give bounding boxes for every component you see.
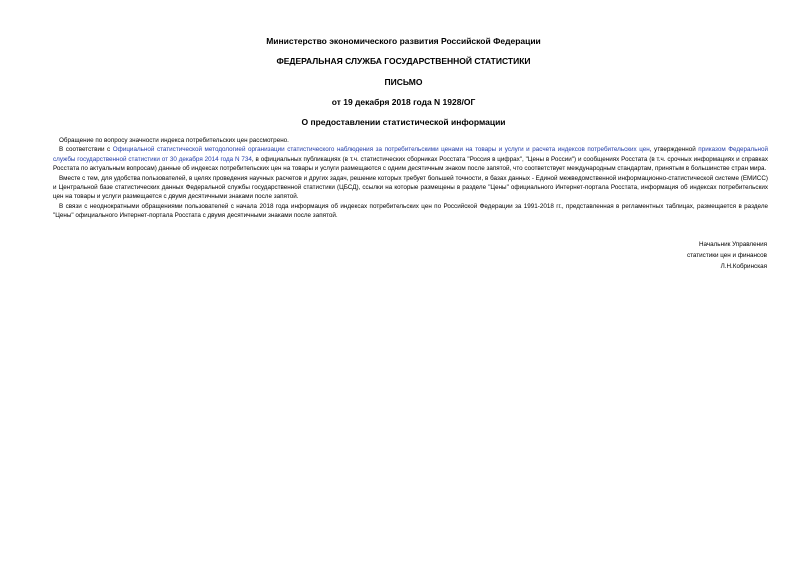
paragraph-2-end: , в официальных публикациях (в т.ч. статистических сборниках Росстата "Россия в цифрах", "Цены в России") и сообщениях Росстата (в т.ч. срочных информациях и справках Росстата по актуальным вопросам) данные об индексах потребительских цен на товары и услуги размещаются с одним десятичным знаком после запятой, что соответствует международным стандартам, принятым в большинстве стран мира. xyxy=(53,155,768,173)
signature-position-line1: Начальник Управления xyxy=(698,241,767,248)
service-heading: ФЕДЕРАЛЬНАЯ СЛУЖБА ГОСУДАРСТВЕННОЙ СТАТИСТИКИ xyxy=(276,56,531,66)
paragraph-2-mid: , утвержденной xyxy=(649,146,699,154)
signature-name: Л.Н.Кобринская xyxy=(720,263,767,270)
ministry-heading: Министерство экономического развития Российской Федерации xyxy=(266,36,541,46)
subject-heading: О предоставлении статистической информации xyxy=(301,117,506,127)
paragraph-4: В связи с неоднократными обращениями пользователей с начала 2018 года информация об индексах потребительских цен по Российской Федерации за 1991-2018 гг., представленная в регламентных таблицах, размещается в разделе "Цены" официального Интернет-портала Росстата с двумя десятичными знаками после запятой. xyxy=(53,202,768,220)
date-number-heading: от 19 декабря 2018 года N 1928/ОГ xyxy=(331,97,476,107)
signature-block xyxy=(567,239,767,272)
paragraph-2 xyxy=(53,145,768,173)
document-type-heading: ПИСЬМО xyxy=(384,77,423,87)
paragraph-2-start: В соответствии с xyxy=(59,146,113,154)
paragraph-3: Вместе с тем, для удобства пользователей, в целях проведения научных расчетов и других задач, решение которых требует большей точности, в базах данных - Единой межведомственной информационно-статистической системе (ЕМИСС) и Центральной базе статистических данных Федеральной службы государственной статистики (ЦБСД), ссылки на которые размещены в разделе "Цены" официального Интернет-портала Росстата, информация об индексах потребительских цен на товары и услуги размещается с двумя десятичными знаками после запятой. xyxy=(53,174,768,201)
methodology-link[interactable]: Официальной статистической методологией организации статистического наблюдения за потребительскими ценами на товары и услуги и расчета индексов потребительских цен xyxy=(112,146,650,154)
letter-body xyxy=(53,136,768,221)
order-734-link[interactable]: приказом Федеральной службы государственной статистики от 30 декабря 2014 года N 734 xyxy=(53,146,769,163)
paragraph-1: Обращение по вопросу значности индекса потребительских цен рассмотрено. xyxy=(59,137,289,144)
signature-position-line2: статистики цен и финансов xyxy=(686,252,767,259)
